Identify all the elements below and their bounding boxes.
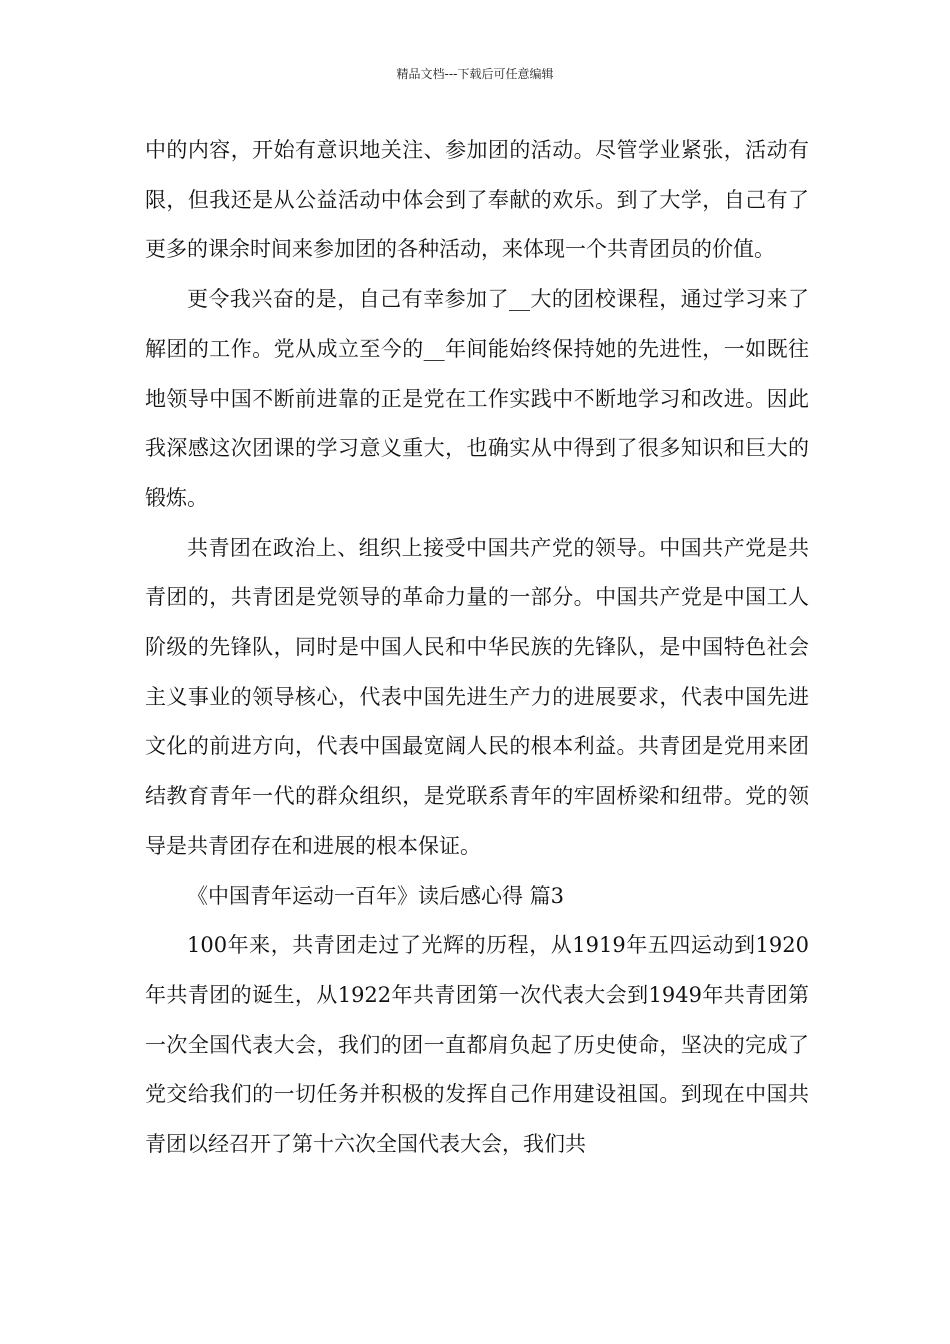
page-header: 精品文档---下载后可任意编辑 bbox=[396, 67, 554, 81]
paragraph-party-leadership: 共青团在政治上、组织上接受中国共产党的领导。中国共产党是共青团的，共青团是党领导的革命力量的一部分。中国共产党是中国工人阶级的先锋队，同时是中国人民和中华民族的先锋队，是中国特色社会主义事业的领导核心，代表中国先进生产力的进展要求，代表中国先进文化的前进方向，代表中国最宽阔人民的根本利益。共青团是党用来团结教育青年一代的群众组织，是党联系青年的牢固桥梁和纽带。党的领导是共青团存在和进展的根本保证。 bbox=[145, 535, 809, 858]
paragraph-continuation: 中的内容，开始有意识地关注、参加团的活动。尽管学业紧张，活动有限，但我还是从公益活动中体会到了奉献的欢乐。到了大学，自己有了更多的课余时间来参加团的各种活动，来体现一个共青团员的价值。 bbox=[145, 138, 809, 262]
section-heading: 《中国青年运动一百年》读后感心得 篇3 bbox=[187, 883, 565, 908]
document-body bbox=[145, 126, 809, 1170]
paragraph-history: 100年来，共青团走过了光辉的历程，从1919年五四运动到1920年共青团的诞生，从1922年共青团第一次代表大会到1949年共青团第一次全国代表大会，我们的团一直都肩负起了历史使命，坚决的完成了党交给我们的一切任务并积极的发挥自己作用建设祖国。到现在中国共青团以经召开了第十六次全国代表大会，我们共 bbox=[145, 933, 809, 1157]
paragraph-team-school: 更令我兴奋的是，自己有幸参加了__大的团校课程，通过学习来了解团的工作。党从成立至今的__年间能始终保持她的先进性，一如既往地领导中国不断前进靠的正是党在工作实践中不断地学习和改进。因此我深感这次团课的学习意义重大，也确实从中得到了很多知识和巨大的锻炼。 bbox=[145, 287, 809, 510]
